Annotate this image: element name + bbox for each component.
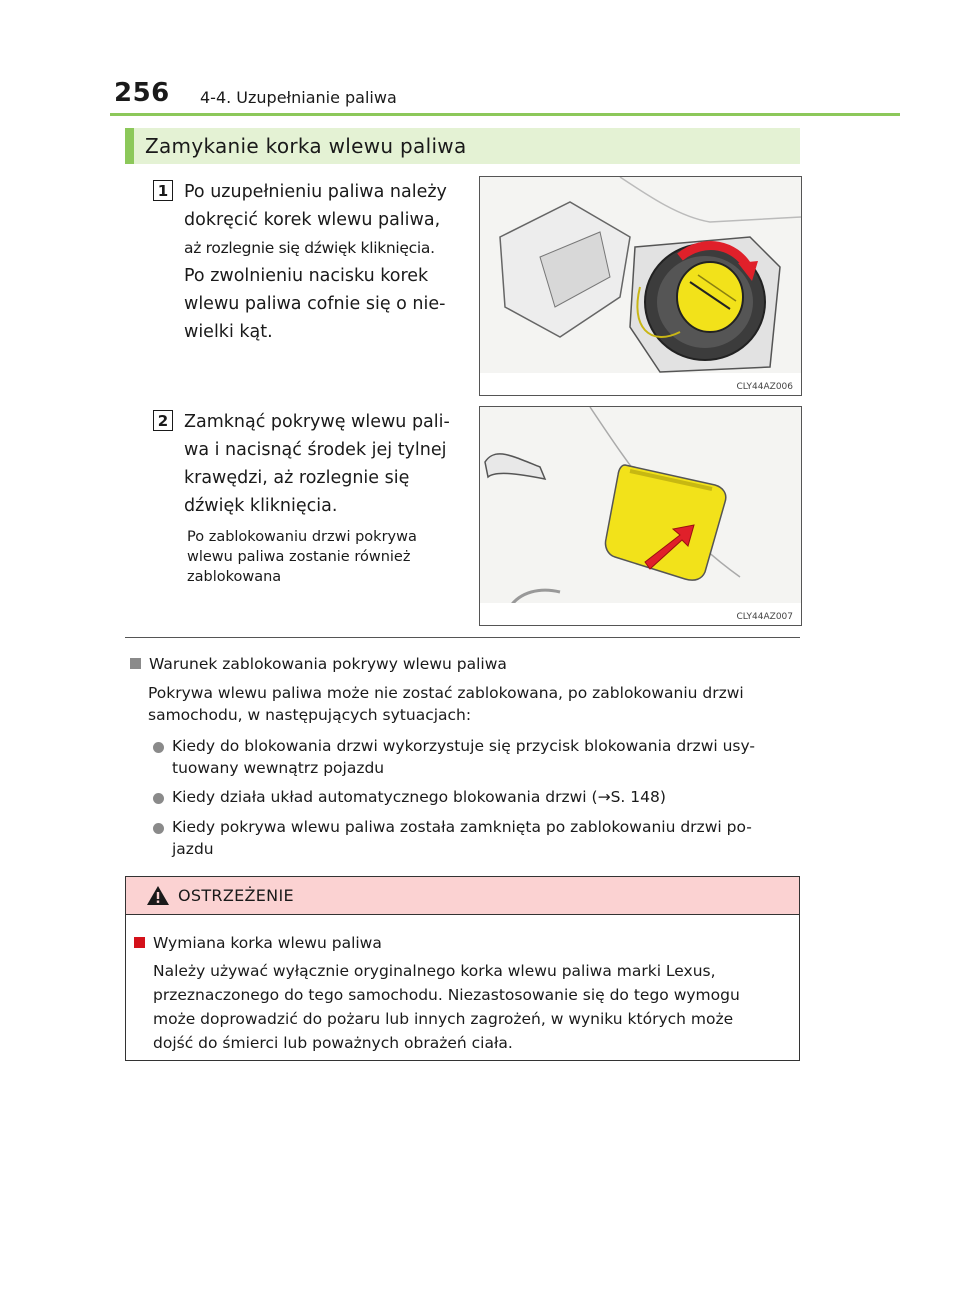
warning-line: przeznaczonego do tego samochodu. Niezastosowanie się do tego wymogu (153, 986, 740, 1004)
step-1-line: wlewu paliwa cofnie się o nie- (184, 294, 446, 314)
condition-bullet-line: Kiedy działa układ automatycznego blokowania drzwi (→S. 148) (172, 788, 666, 806)
condition-intro (148, 682, 800, 726)
round-bullet-icon (153, 823, 164, 834)
step-2-note-line: Po zablokowaniu drzwi pokrywa (187, 529, 417, 545)
condition-bullet (172, 786, 800, 808)
section-title-banner (125, 128, 800, 164)
step-2-note (187, 527, 462, 587)
warning-line: Należy używać wyłącznie oryginalnego korka wlewu paliwa marki Lexus, (153, 962, 716, 980)
header-divider (110, 113, 900, 116)
page-number: 256 (114, 78, 170, 108)
section-title: Zamykanie korka wlewu paliwa (145, 134, 467, 158)
step-2-line: krawędzi, aż rozlegnie się (184, 468, 410, 488)
fuel-door-illustration (479, 406, 802, 626)
step-2-line: Zamknąć pokrywę wlewu pali- (184, 412, 450, 432)
step-2-line: dźwięk kliknięcia. (184, 496, 338, 516)
condition-heading (130, 655, 507, 673)
step-1-line: dokręcić korek wlewu paliwa, (184, 210, 441, 230)
warning-triangle-icon (146, 885, 170, 906)
warning-line: może doprowadzić do pożaru lub innych zagrożeń, w wyniku których może (153, 1010, 734, 1028)
section-title-accent (125, 128, 134, 164)
fuel-cap-drawing (480, 177, 801, 395)
fuel-door-drawing (480, 407, 801, 625)
warning-line: dojść do śmierci lub poważnych obrażeń ciała. (153, 1034, 513, 1052)
section-divider (125, 637, 800, 638)
warning-label: OSTRZEŻENIE (178, 886, 294, 905)
condition-bullet-line: tuowany wewnątrz pojazdu (172, 759, 385, 777)
fuel-cap-icon (677, 262, 743, 332)
step-1-text (184, 178, 462, 346)
step-1-line: Po uzupełnieniu paliwa należy (184, 182, 447, 202)
step-1-number: 1 (153, 180, 173, 201)
step-2-number: 2 (153, 410, 173, 431)
step-1-line: aż rozlegnie się dźwięk kliknięcia. (184, 239, 435, 257)
step-1-line: wielki kąt. (184, 322, 273, 342)
condition-bullet-line: jazdu (172, 840, 214, 858)
condition-bullet (172, 735, 800, 779)
step-2-note-line: wlewu paliwa zostanie również (187, 549, 411, 565)
fuel-cap-illustration (479, 176, 802, 396)
condition-intro-line: Pokrywa wlewu paliwa może nie zostać zablokowana, po zablokowaniu drzwi (148, 684, 744, 702)
warning-box (125, 876, 800, 1061)
condition-bullet-line: Kiedy do blokowania drzwi wykorzystuje się przycisk blokowania drzwi usy- (172, 737, 755, 755)
condition-intro-line: samochodu, w następujących sytuacjach: (148, 706, 472, 724)
warning-title: Wymiana korka wlewu paliwa (153, 934, 382, 952)
condition-bullet-line: Kiedy pokrywa wlewu paliwa została zamknięta po zablokowaniu drzwi po- (172, 818, 752, 836)
condition-title: Warunek zablokowania pokrywy wlewu paliwa (149, 655, 507, 673)
square-bullet-icon (130, 658, 141, 669)
step-2-line: wa i nacisnąć środek jej tylnej (184, 440, 447, 460)
round-bullet-icon (153, 793, 164, 804)
condition-bullet (172, 816, 800, 860)
step-2-note-line: zablokowana (187, 569, 282, 585)
step-2-text (184, 408, 462, 520)
warning-text (153, 959, 785, 1055)
warning-heading (134, 934, 382, 952)
image-code: CLY44AZ007 (736, 612, 793, 622)
warning-header (126, 877, 799, 915)
round-bullet-icon (153, 742, 164, 753)
red-square-bullet-icon (134, 937, 145, 948)
running-header: 4-4. Uzupełnianie paliwa (200, 88, 397, 107)
image-code: CLY44AZ006 (736, 382, 793, 392)
step-1-line: Po zwolnieniu nacisku korek (184, 266, 429, 286)
